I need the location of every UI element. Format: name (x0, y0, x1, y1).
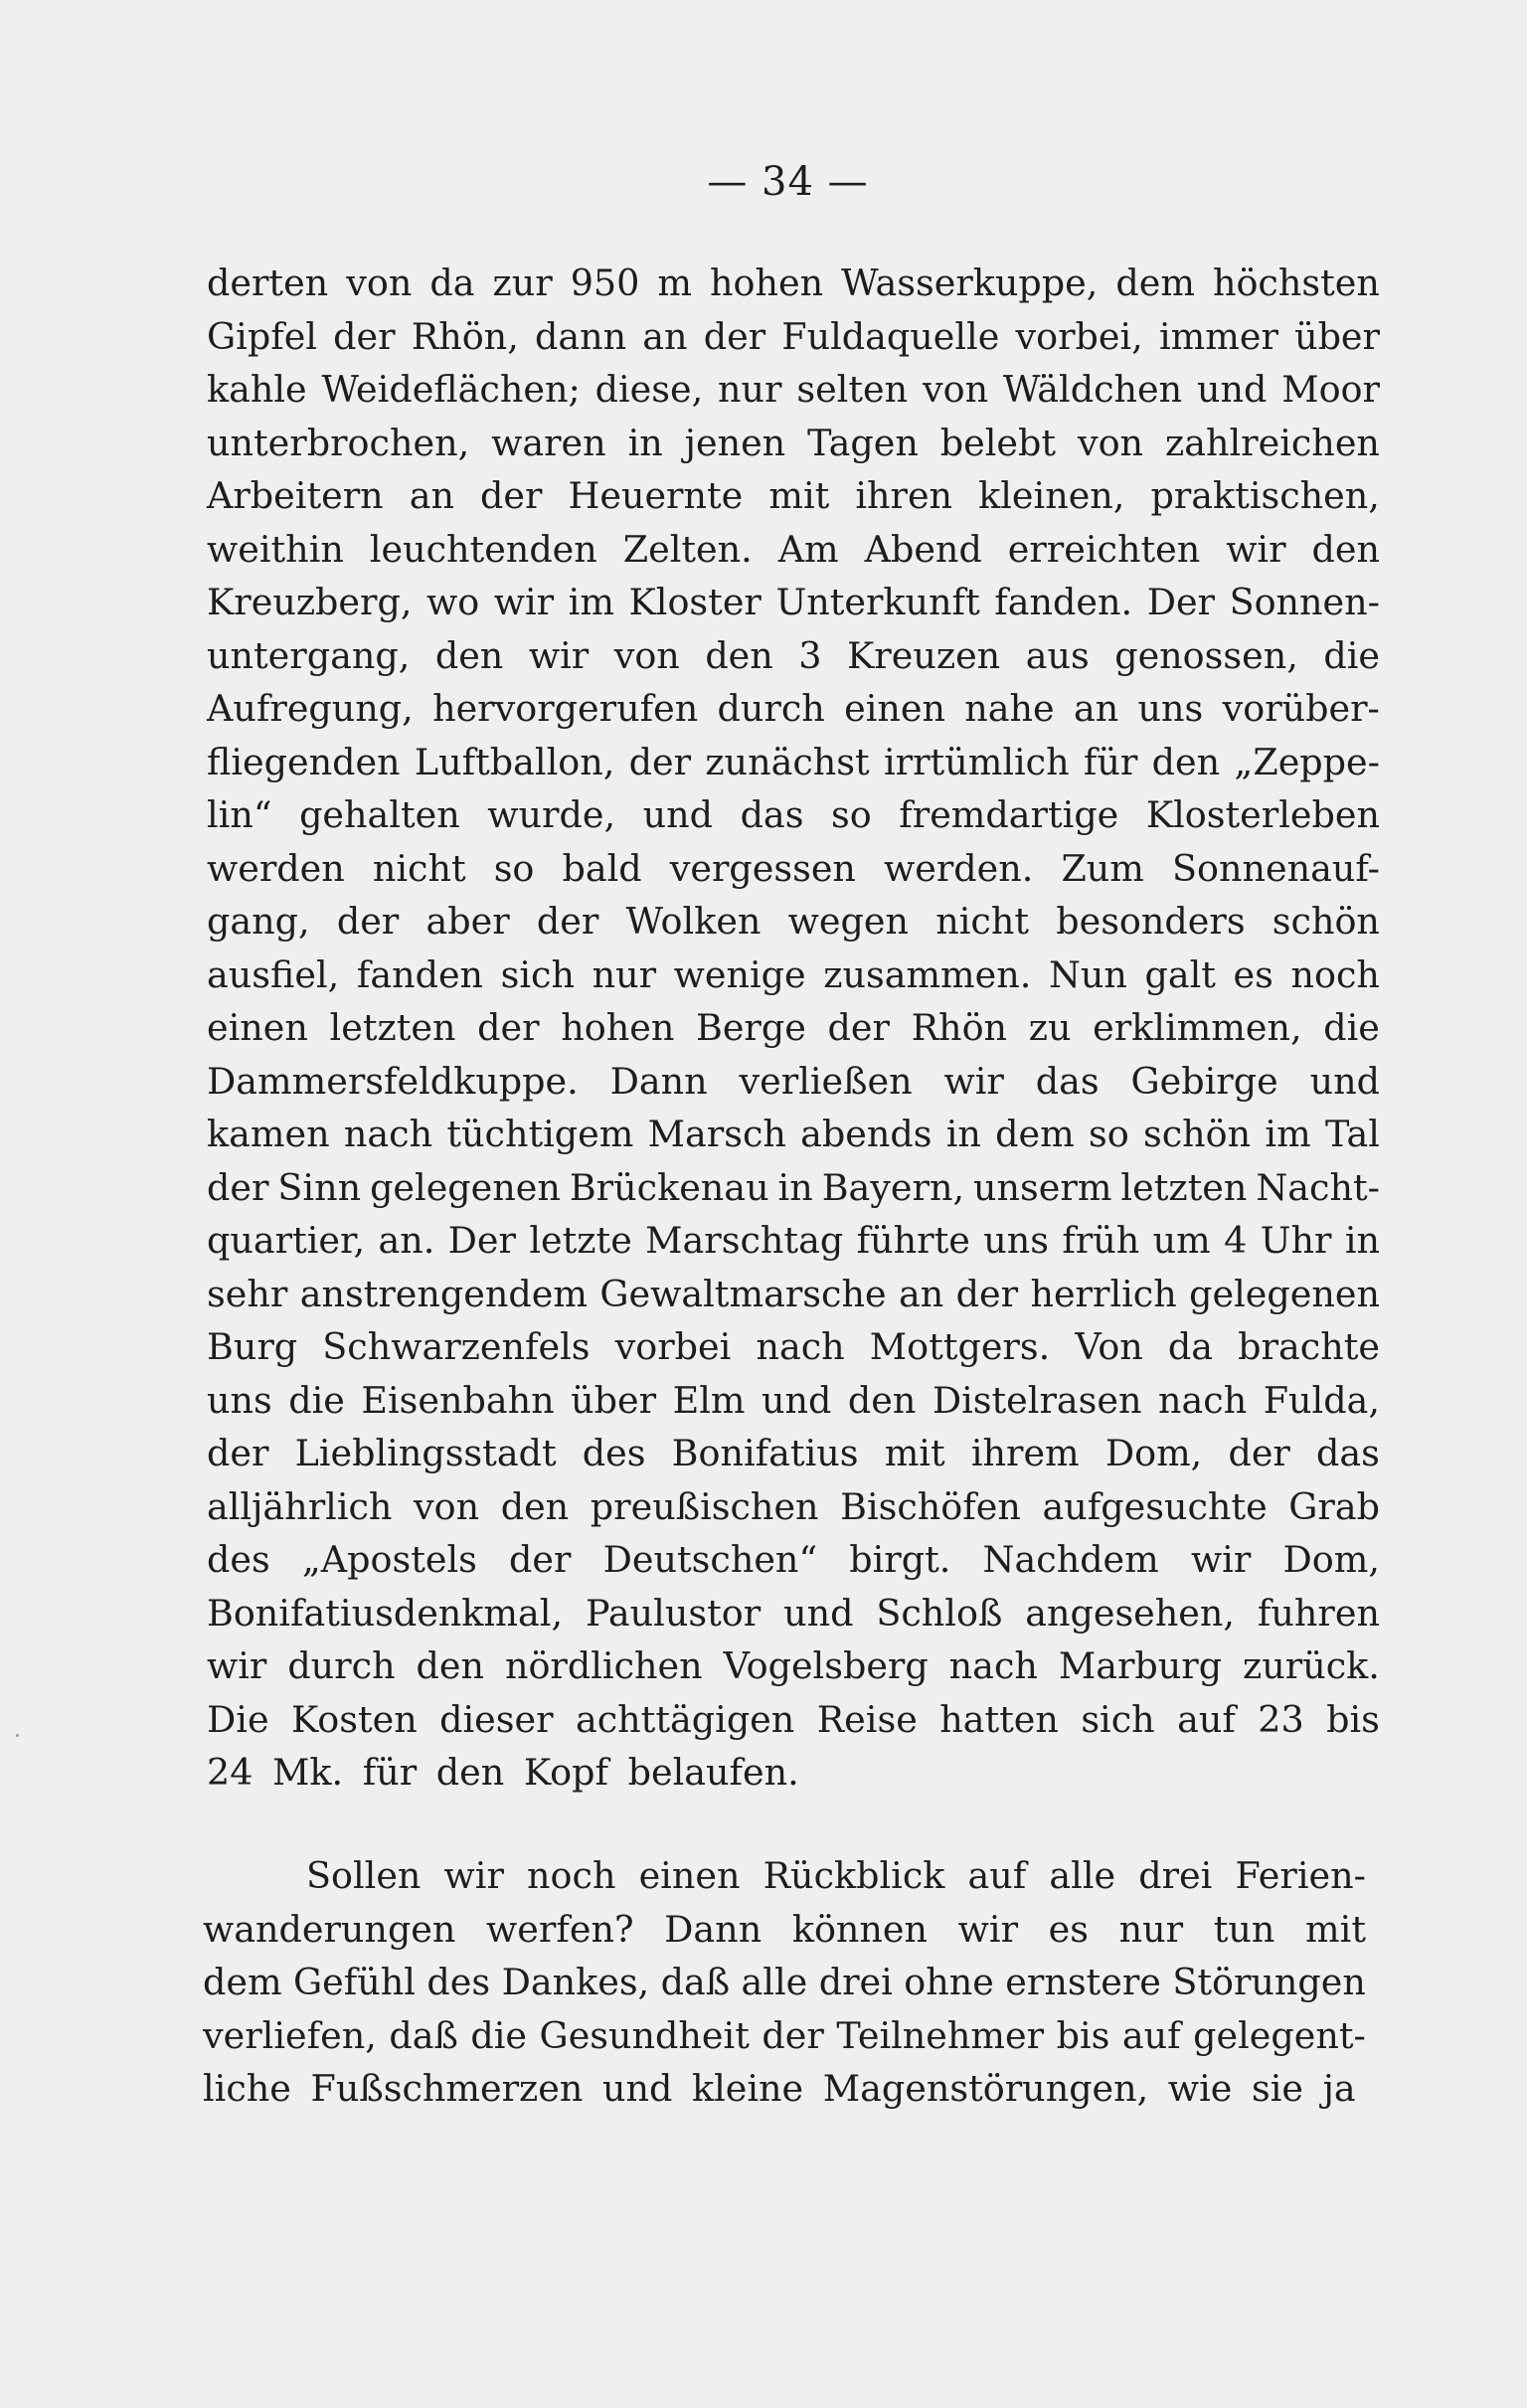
text-line: kahle Weideflächen; diese, nur selten von Wäldchen und Moor (207, 368, 1380, 411)
text-line: uns die Eisenbahn über Elm und den Distelrasen nach Fulda, (207, 1378, 1380, 1422)
paragraph-retrospective (203, 1849, 1366, 2116)
paper-speck (16, 1734, 19, 1737)
text-line: fliegenden Luftballon, der zunächst irrtümlich für den „Zeppe- (207, 740, 1380, 783)
text-line: Arbeitern an der Heuernte mit ihren kleinen, praktischen, (207, 474, 1380, 517)
text-line: lin“ gehalten wurde, und das so fremdartige Klosterleben (207, 793, 1380, 836)
text-line: Aufregung, hervorgerufen durch einen nahe an uns vorüber- (207, 687, 1380, 730)
text-line: Dammersfeldkuppe. Dann verließen wir das Gebirge und (207, 1059, 1380, 1103)
text-line: gang, der aber der Wolken wegen nicht besonders schön (207, 900, 1380, 943)
text-line: ausfiel, fanden sich nur wenige zusammen. Nun galt es noch (207, 952, 1380, 996)
text-line: alljährlich von den preußischen Bischöfen aufgesuchte Grab (207, 1484, 1380, 1528)
page-number: — 34 — (707, 159, 869, 205)
text-line: kamen nach tüchtigem Marsch abends in dem so schön im Tal (207, 1113, 1380, 1155)
text-line: einen letzten der hohen Berge der Rhön zu erklimmen, die (207, 1006, 1380, 1049)
text-line: dem Gefühl des Dankes, daß alle drei ohne ernstere Störungen (203, 1961, 1366, 2003)
text-line: Burg Schwarzenfels vorbei nach Mottgers. Von da brachte (207, 1325, 1380, 1368)
text-line: derten von da zur 950 m hohen Wasserkuppe, dem höchsten (207, 261, 1380, 304)
text-line: Gipfel der Rhön, dann an der Fuldaquelle vorbei, immer über (207, 314, 1380, 358)
text-line: der Sinn gelegenen Brückenau in Bayern, unserm letzten Nacht- (207, 1165, 1380, 1209)
text-line: sehr anstrengendem Gewaltmarsche an der herrlich gelegenen (207, 1272, 1380, 1315)
text-line: untergang, den wir von den 3 Kreuzen aus genossen, die (207, 633, 1380, 677)
text-line: Sollen wir noch einen Rückblick auf alle drei Ferien- (306, 1854, 1366, 1897)
text-line: 24 Mk. für den Kopf belaufen. (207, 1751, 799, 1794)
text-line: Kreuzberg, wo wir im Kloster Unterkunft fanden. Der Sonnen- (207, 581, 1380, 623)
text-line: der Lieblingsstadt des Bonifatius mit ihrem Dom, der das (207, 1432, 1380, 1474)
text-line: des „Apostels der Deutschen“ birgt. Nachdem wir Dom, (207, 1538, 1380, 1581)
text-line: verliefen, daß die Gesundheit der Teilnehmer bis auf gelegent- (203, 2013, 1366, 2057)
text-line: wir durch den nördlichen Vogelsberg nach Marburg zurück. (207, 1644, 1380, 1687)
text-line: Die Kosten dieser achttägigen Reise hatten sich auf 23 bis (207, 1697, 1380, 1741)
text-line: unterbrochen, waren in jenen Tagen belebt von zahlreichen (207, 421, 1380, 464)
text-line: Bonifatiusdenkmal, Paulustor und Schloß angesehen, fuhren (207, 1591, 1380, 1634)
text-line: wanderungen werfen? Dann können wir es nur tun mit (203, 1907, 1366, 1951)
text-line: weithin leuchtenden Zelten. Am Abend erreichten wir den (207, 527, 1380, 571)
text-line: quartier, an. Der letzte Marschtag führte uns früh um 4 Uhr in (207, 1219, 1380, 1262)
text-line: werden nicht so bald vergessen werden. Zum Sonnenauf- (207, 846, 1380, 890)
text-line: liche Fußschmerzen und kleine Magenstörungen, wie sie ja (203, 2067, 1356, 2110)
paragraph-travel-report (207, 257, 1380, 1800)
